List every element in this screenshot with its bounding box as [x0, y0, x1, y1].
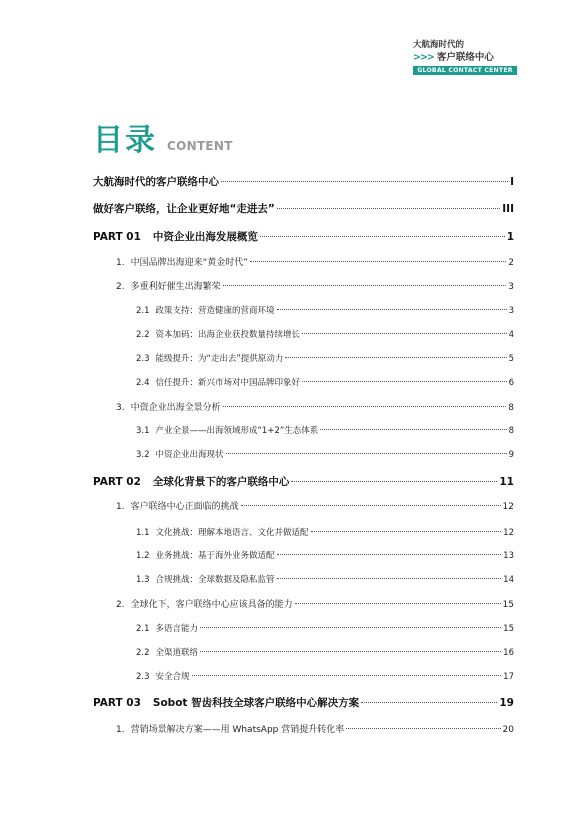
- toc-page-number: 11: [499, 476, 514, 488]
- toc-leader-dots: [291, 481, 497, 482]
- toc-entry-title: 资本加码：出海企业获投数量持续增长: [155, 330, 301, 340]
- toc-entry-title: 中资企业出海现状: [155, 450, 224, 460]
- toc-entry[interactable]: [93, 174, 514, 189]
- toc-entry-title: 多重利好催生出海繁荣: [130, 282, 221, 292]
- toc-entry[interactable]: [136, 526, 514, 538]
- toc-page-number: 8: [508, 403, 514, 413]
- toc-entry-title: 产业全景——出海领域形成“1+2”生态体系: [155, 426, 319, 436]
- toc-entry-number: 1.: [116, 502, 125, 512]
- toc-page-number: 17: [503, 672, 514, 682]
- toc-entry[interactable]: [116, 499, 514, 512]
- toc-entry[interactable]: [93, 229, 514, 244]
- toc-leader-dots: [226, 453, 507, 454]
- toc-page-number: 14: [503, 575, 514, 585]
- toc-entry-label: [93, 695, 359, 710]
- toc-entry[interactable]: [136, 376, 514, 388]
- toc-entry-number: 2.: [116, 600, 125, 610]
- toc-entry-label: [136, 448, 224, 460]
- toc-entry[interactable]: [136, 670, 514, 682]
- toc-leader-dots: [250, 261, 506, 262]
- toc-entry-label: [116, 597, 293, 610]
- toc-page-number: 12: [502, 502, 514, 512]
- toc-page-number: 2: [508, 258, 514, 268]
- toc-entry-number: 2.3: [136, 672, 150, 682]
- toc-leader-dots: [285, 357, 506, 358]
- toc-leader-dots: [346, 728, 500, 729]
- toc-page-number: 16: [503, 648, 514, 658]
- toc-entry-title: 中资企业出海全景分析: [130, 403, 221, 413]
- toc-entry-number: PART 03: [93, 697, 141, 709]
- toc-entry-title: 多语言能力: [155, 624, 199, 634]
- toc-entry-label: [136, 646, 198, 658]
- brand-arrows-icon: >>>: [413, 52, 434, 63]
- toc-entry-title: 安全合规: [155, 672, 190, 682]
- toc-entry-label: [116, 722, 344, 735]
- toc-entry-number: 2.2: [136, 330, 150, 340]
- toc-entry-title: 合规挑战：全球数据及隐私监管: [155, 575, 275, 585]
- toc-entry-label: [136, 573, 275, 585]
- toc-entry-title: 政策支持：营造健康的营商环境: [155, 306, 275, 316]
- toc-entry[interactable]: [136, 328, 514, 340]
- toc-leader-dots: [277, 554, 502, 555]
- toc-entry-number: PART 01: [93, 231, 141, 243]
- toc-entry-number: 3.1: [136, 426, 150, 436]
- toc-page-number: 6: [508, 378, 514, 388]
- toc-page-number: 15: [502, 600, 514, 610]
- toc-page-number: 8: [508, 426, 514, 436]
- toc-entry-title: 全渠道联络: [155, 648, 199, 658]
- toc-page-number: 3: [508, 306, 514, 316]
- toc-entry-title: 做好客户联络，让企业更好地“走进去”: [93, 203, 275, 215]
- toc-entry-title: 客户联络中心正面临的挑战: [130, 502, 239, 512]
- toc-entry-label: [116, 499, 239, 512]
- toc-leader-dots: [221, 181, 508, 182]
- toc-entry-number: 2.: [116, 282, 125, 292]
- toc-entry-label: [116, 279, 221, 292]
- toc-entry-number: 1.2: [136, 551, 150, 561]
- toc-leader-dots: [302, 381, 507, 382]
- toc-entry-number: 1.: [116, 725, 125, 735]
- toc-entry-title: 营销场景解决方案——用 WhatsApp 营销提升转化率: [130, 725, 345, 735]
- toc-entry[interactable]: [116, 400, 514, 413]
- toc-page-number: 13: [503, 551, 514, 561]
- toc-entry[interactable]: [136, 646, 514, 658]
- toc-entry[interactable]: [116, 722, 514, 735]
- toc-leader-dots: [295, 603, 501, 604]
- toc-page-number: I: [510, 176, 514, 188]
- toc-page-number: 4: [508, 330, 514, 340]
- toc-entry-title: 中国品牌出海迎来“黄金时代”: [130, 258, 248, 268]
- brand-line1: 大航海时代的: [413, 40, 465, 50]
- toc-entry-title: 中资企业出海发展概览: [152, 231, 258, 243]
- toc-entry-number: 2.1: [136, 624, 150, 634]
- toc-entry-number: 2.4: [136, 378, 150, 388]
- toc-entry-label: [136, 352, 283, 364]
- toc-entry-title: 全球化下，客户联络中心应该具备的能力: [130, 600, 293, 610]
- brand-banner: GLOBAL CONTACT CENTER: [413, 66, 517, 75]
- toc-entry-title: 文化挑战：理解本地语言、文化并做适配: [155, 528, 309, 538]
- toc-entry-label: [93, 174, 219, 189]
- toc-entry-title: Sobot 智齿科技全球客户联络中心解决方案: [152, 697, 360, 709]
- toc-entry[interactable]: [136, 622, 514, 634]
- toc-entry-label: [93, 201, 275, 216]
- toc-entry-label: [136, 549, 275, 561]
- toc-entry-title: 信任提升：新兴市场对中国品牌印象好: [155, 378, 301, 388]
- toc-page-number: 19: [499, 697, 514, 709]
- toc-leader-dots: [260, 236, 505, 237]
- toc-entry-title: 全球化背景下的客户联络中心: [152, 476, 290, 488]
- toc-leader-dots: [320, 429, 506, 430]
- toc-entry-title: 业务挑战：基于海外业务做适配: [155, 551, 275, 561]
- toc-entry-number: 1.: [116, 258, 125, 268]
- toc-leader-dots: [192, 675, 502, 676]
- title-cn: 目录: [93, 123, 157, 158]
- toc-entry[interactable]: [116, 279, 514, 292]
- toc-entry-number: 1.1: [136, 528, 150, 538]
- toc-page-number: 20: [502, 725, 514, 735]
- toc-entry-label: [136, 670, 190, 682]
- toc-leader-dots: [241, 505, 501, 506]
- toc-entry-title: 大航海时代的客户联络中心: [93, 176, 219, 188]
- toc-entry-title: 能级提升：为“走出去”提供原动力: [155, 354, 284, 364]
- toc-entry[interactable]: [136, 549, 514, 561]
- toc-entry-label: [136, 376, 300, 388]
- toc-entry[interactable]: [116, 255, 514, 268]
- toc-entry[interactable]: [93, 695, 514, 710]
- brand-line2-text: 客户联络中心: [436, 52, 494, 63]
- toc-leader-dots: [223, 285, 507, 286]
- toc-entry-label: [136, 328, 300, 340]
- toc-entry[interactable]: [136, 573, 514, 585]
- toc-entry[interactable]: [93, 474, 514, 489]
- toc-leader-dots: [361, 702, 497, 703]
- toc-leader-dots: [302, 333, 507, 334]
- toc-entry-number: 1.3: [136, 575, 150, 585]
- title-en: CONTENT: [167, 139, 233, 153]
- toc-leader-dots: [277, 208, 500, 209]
- toc-entry-label: [93, 474, 289, 489]
- toc-entry-label: [136, 622, 198, 634]
- toc-entry-number: 3.2: [136, 450, 150, 460]
- toc-page-number: 12: [503, 528, 514, 538]
- toc-entry[interactable]: [136, 448, 514, 460]
- toc-leader-dots: [223, 406, 507, 407]
- toc-leader-dots: [200, 651, 501, 652]
- toc-leader-dots: [277, 578, 502, 579]
- toc-entry-label: [136, 526, 309, 538]
- toc-entry[interactable]: [93, 201, 514, 216]
- toc-page-number: III: [502, 203, 514, 215]
- toc-leader-dots: [200, 627, 501, 628]
- toc-entry-number: 2.2: [136, 648, 150, 658]
- toc-page-number: 5: [508, 354, 514, 364]
- toc-entry[interactable]: [136, 304, 514, 316]
- toc-page-number: 15: [503, 624, 514, 634]
- toc-entry-label: [136, 304, 275, 316]
- toc-entry-label: [136, 424, 318, 436]
- toc-entry[interactable]: [136, 424, 514, 436]
- toc-entry-label: [93, 229, 258, 244]
- toc-entry-label: [116, 400, 221, 413]
- toc-entry-number: 2.1: [136, 306, 150, 316]
- toc-entry-number: 3.: [116, 403, 125, 413]
- toc-page-number: 1: [506, 231, 514, 243]
- toc-entry-number: 2.3: [136, 354, 150, 364]
- toc-entry-label: [116, 255, 248, 268]
- toc-page-number: 9: [508, 450, 514, 460]
- toc-entry[interactable]: [136, 352, 514, 364]
- toc-entry-number: PART 02: [93, 476, 141, 488]
- toc-leader-dots: [311, 531, 502, 532]
- toc-leader-dots: [277, 309, 507, 310]
- toc-page-number: 3: [508, 282, 514, 292]
- toc-entry[interactable]: [116, 597, 514, 610]
